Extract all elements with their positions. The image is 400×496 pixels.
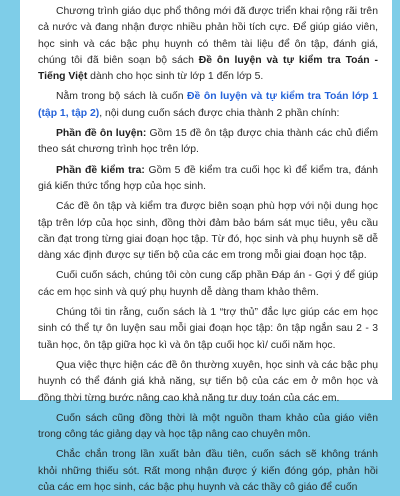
part2-paragraph: [38, 163, 378, 196]
part1-paragraph: [38, 126, 378, 159]
intro-text-1: Chương trình giáo dục phổ thông mới đã được triển khai rộng rãi trên cả nước và đang nhận được nhiều phản hồi tích cực. Để giúp giáo viên, học sinh và các bậc phụ huynh có thêm tài liệu để ôn tập, đánh giá, chúng tôi đã biên soạn bộ sách: [38, 6, 378, 66]
body-paragraph: Chắc chắn trong lần xuất bản đầu tiên, cuốn sách sẽ không tránh khỏi những thiếu sót. Rất mong nhận được ý kiến đóng góp, phản hồi của các em học sinh, các bậc phụ huynh và các thầy cô giáo để cuốn: [38, 449, 378, 494]
series-book-title: Đề ôn luyện và tự kiểm tra Toán lớp 1 (tập 1, tập 2): [38, 91, 378, 119]
intro-text-2: dành cho học sinh từ lớp 1 đến lớp 5.: [87, 71, 264, 83]
intro-paragraph: [38, 4, 378, 85]
part1-label: Phần đề ôn luyện:: [56, 128, 147, 140]
series-paragraph: [38, 89, 378, 122]
part1-text: Gồm 15 đề ôn tập được chia thành các chủ điểm theo sát chương trình học trên lớp.: [38, 128, 379, 156]
body-paragraph: Qua việc thực hiện các đề ôn thường xuyên, học sinh và các bậc phụ huynh có thể đánh giá khả năng, sự tiến bộ của các em ở môn học và đồng thời từng bước nâng cao khả năng tư duy toán của các em.: [38, 359, 378, 404]
body-paragraph: Cuối cuốn sách, chúng tôi còn cung cấp phần Đáp án - Gợi ý để giúp các em học sinh và quý phụ huynh dễ dàng tham khảo thêm.: [38, 270, 378, 298]
body-paragraph: Chúng tôi tin rằng, cuốn sách là 1 “trợ thủ” đắc lực giúp các em học sinh có thể tự ôn luyện sau mỗi giai đoạn học tập: ôn tập ngắn sau 2 - 3 tuần học, ôn tập giữa học kì và ôn tập cuối học kì/ cuối năm học.: [38, 307, 378, 351]
series-text-2: , nội dung cuốn sách được chia thành 2 phần chính:: [99, 107, 340, 119]
document-page: [20, 0, 392, 494]
body-paragraph: Các đề ôn tập và kiểm tra được biên soạn phù hợp với nội dung học tập trên lớp của học sinh, đồng thời đảm bảo bám sát mục tiêu, yêu cầu cần đạt trong từng giai đoạn học tập. Từ đó, học sinh và phụ huynh sẽ dễ dàng xác định được sự tiến bộ của các em trong mỗi giai đoạn học tập.: [38, 201, 378, 262]
part2-label: Phần đề kiểm tra:: [56, 164, 145, 176]
intro-book-title: Đề ôn luyện và tự kiểm tra Toán - Tiếng Việt: [38, 54, 378, 83]
series-text-1: Nằm trong bộ sách là cuốn: [56, 91, 188, 103]
part2-text: Gồm 5 đề kiểm tra cuối học kì để kiểm tra, đánh giá kiến thức tổng hợp của học sinh.: [38, 164, 378, 192]
body-paragraph: Cuốn sách cũng đồng thời là một nguồn tham khảo của giáo viên trong công tác giảng dạy và học tập nâng cao chuyên môn.: [38, 412, 378, 441]
